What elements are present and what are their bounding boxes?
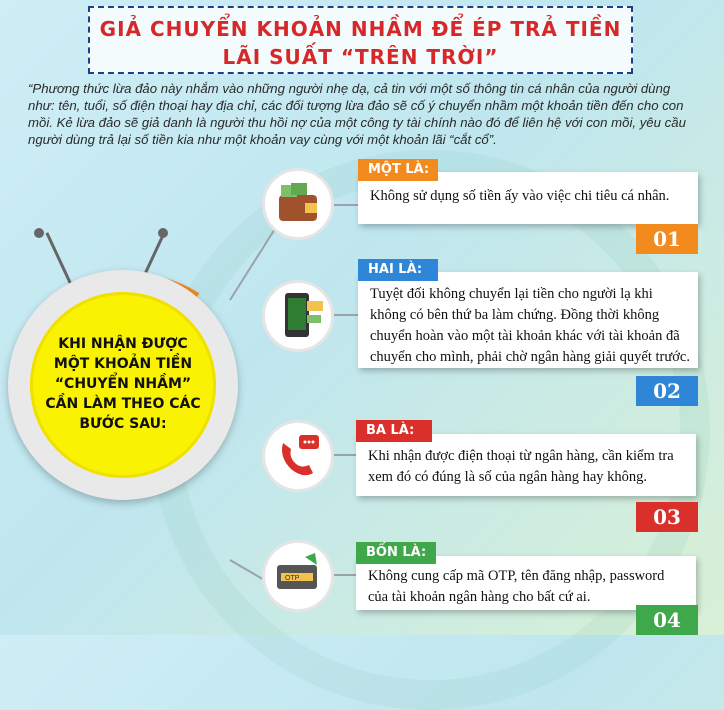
title-line-2: LÃI SUẤT “TRÊN TRỜI” xyxy=(222,45,499,69)
hub-inner xyxy=(30,292,216,478)
hub-text: KHI NHẬN ĐƯỢC MỘT KHOẢN TIỀN “CHUYỂN NHẦM” CẦN LÀM THEO CÁC BƯỚC SAU: xyxy=(45,336,201,432)
step-1-icon-circle xyxy=(262,168,334,240)
phone-banking-icon xyxy=(265,283,331,349)
step-2-tag: HAI LÀ: xyxy=(358,259,438,281)
step-3-icon-circle xyxy=(262,420,334,492)
step-1-text: Không sử dụng số tiền ấy vào việc chi tiêu cá nhân. xyxy=(370,188,670,204)
title-line-1: GIẢ CHUYỂN KHOẢN NHẦM ĐỂ ÉP TRẢ TIỀN xyxy=(99,17,622,41)
step-1-number: 01 xyxy=(636,224,698,254)
step-3-card xyxy=(356,434,696,496)
phone-call-icon xyxy=(265,423,331,489)
step-2-number: 02 xyxy=(636,376,698,406)
step-4-icon-circle xyxy=(262,540,334,612)
step-2-icon-circle xyxy=(262,280,334,352)
step-3-tag: BA LÀ: xyxy=(356,420,432,442)
step-1-tag: MỘT LÀ: xyxy=(358,159,438,181)
step-4-card xyxy=(356,556,696,610)
step-4-text: Không cung cấp mã OTP, tên đăng nhập, password của tài khoản ngân hàng cho bất cứ ai. xyxy=(368,568,665,605)
step-2-text: Tuyệt đối không chuyển lại tiền cho người lạ khi không có bên thứ ba làm chứng. Đồng thời không chuyển hoàn vào một tài khoản khác với tài khoản đã chuyển cho mình, phải chờ ngân hàng giải quyết trước. xyxy=(370,286,690,365)
wallet-icon xyxy=(265,171,331,237)
step-3-text: Khi nhận được điện thoại từ ngân hàng, cần kiểm tra xem đó có đúng là số của ngân hàng hay không. xyxy=(368,448,674,485)
hub-circle xyxy=(8,270,238,500)
otp-card-icon xyxy=(265,543,331,609)
step-4-number: 04 xyxy=(636,605,698,635)
intro-paragraph: “Phương thức lừa đảo này nhắm vào những người nhẹ dạ, cả tin với một số thông tin cá nhân của người dùng như: tên, tuổi, số điện thoại hay địa chỉ, các đối tượng lừa đảo sẽ cố ý chuyển nhầm một khoản tiền đến cho con mồi. Kẻ lừa đảo sẽ giả danh là người thu hồi nợ của một công ty tài chính nào đó để liên hệ với con mồi, yêu cầu người dùng trả lại số tiền kia như một khoản vay cùng với một khoản lãi “cắt cổ”. xyxy=(28,81,686,147)
svg-text:OTP: OTP xyxy=(285,575,300,582)
step-3-number: 03 xyxy=(636,502,698,532)
step-4-tag: BỐN LÀ: xyxy=(356,542,436,564)
step-2-card xyxy=(358,272,698,368)
